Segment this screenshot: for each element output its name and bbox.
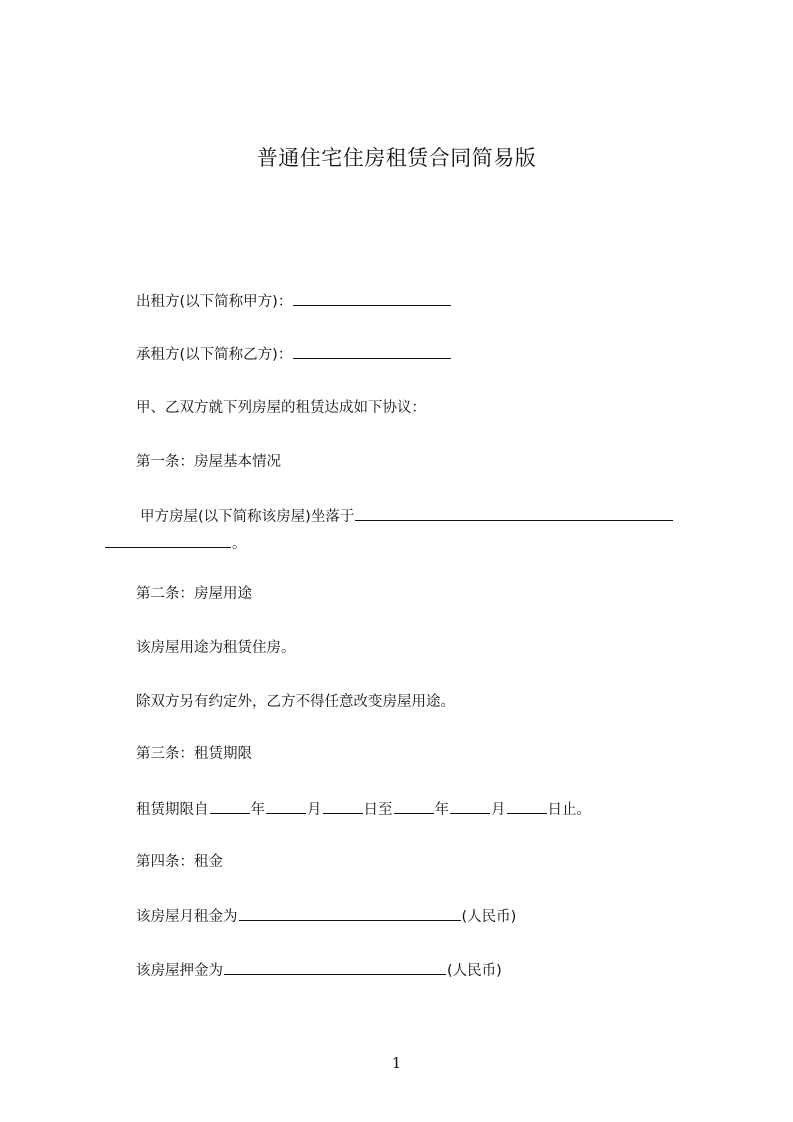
page-number: 1 <box>391 1054 402 1072</box>
article-1-title: 第一条：房屋基本情况 <box>136 454 281 470</box>
lessee-blank[interactable] <box>293 344 451 359</box>
article-2-title: 第二条：房屋用途 <box>136 586 252 602</box>
year-label-1: 年 <box>250 802 265 818</box>
start-month-blank[interactable] <box>266 799 306 814</box>
property-location-blank-2[interactable] <box>105 533 231 548</box>
rent-currency: (人民币) <box>461 909 517 925</box>
usage-restriction-text: 除双方另有约定外，乙方不得任意改变房屋用途。 <box>136 694 455 710</box>
start-day-blank[interactable] <box>323 799 363 814</box>
lessee-line <box>136 344 452 365</box>
lease-term-line <box>136 799 591 820</box>
day-label-2: 日止。 <box>547 802 591 818</box>
article-4-title: 第四条：租金 <box>136 854 223 870</box>
end-month-blank[interactable] <box>450 799 490 814</box>
period-mark: 。 <box>232 536 247 552</box>
deposit-label: 该房屋押金为 <box>136 963 223 979</box>
end-year-blank[interactable] <box>394 799 434 814</box>
end-day-blank[interactable] <box>507 799 547 814</box>
term-prefix: 租赁期限自 <box>136 802 209 818</box>
lessor-line <box>136 291 452 312</box>
day-label-1: 日至 <box>363 802 393 818</box>
deposit-blank[interactable] <box>224 960 446 975</box>
month-label-1: 月 <box>307 802 322 818</box>
document-title: 普通住宅住房租赁合同简易版 <box>256 146 537 170</box>
deposit-currency: (人民币) <box>447 963 502 979</box>
lessor-label: 出租方(以下简称甲方)： <box>136 294 293 310</box>
lessor-blank[interactable] <box>293 291 451 306</box>
start-year-blank[interactable] <box>210 799 250 814</box>
rent-line <box>136 906 516 927</box>
lessee-label: 承租方(以下简称乙方)： <box>136 347 293 363</box>
article-3-title: 第三条：租赁期限 <box>136 746 252 762</box>
property-location-cont <box>104 533 247 554</box>
property-location-label: 甲方房屋(以下简称该房屋)坐落于 <box>140 509 355 525</box>
intro-text: 甲、乙双方就下列房屋的租赁达成如下协议： <box>136 400 426 416</box>
month-label-2: 月 <box>491 802 506 818</box>
property-location-line <box>140 506 674 527</box>
property-location-blank[interactable] <box>355 506 673 521</box>
deposit-line <box>136 960 502 981</box>
year-label-2: 年 <box>434 802 449 818</box>
rent-blank[interactable] <box>239 906 461 921</box>
usage-text: 该房屋用途为租赁住房。 <box>136 640 296 656</box>
rent-label: 该房屋月租金为 <box>136 909 238 925</box>
